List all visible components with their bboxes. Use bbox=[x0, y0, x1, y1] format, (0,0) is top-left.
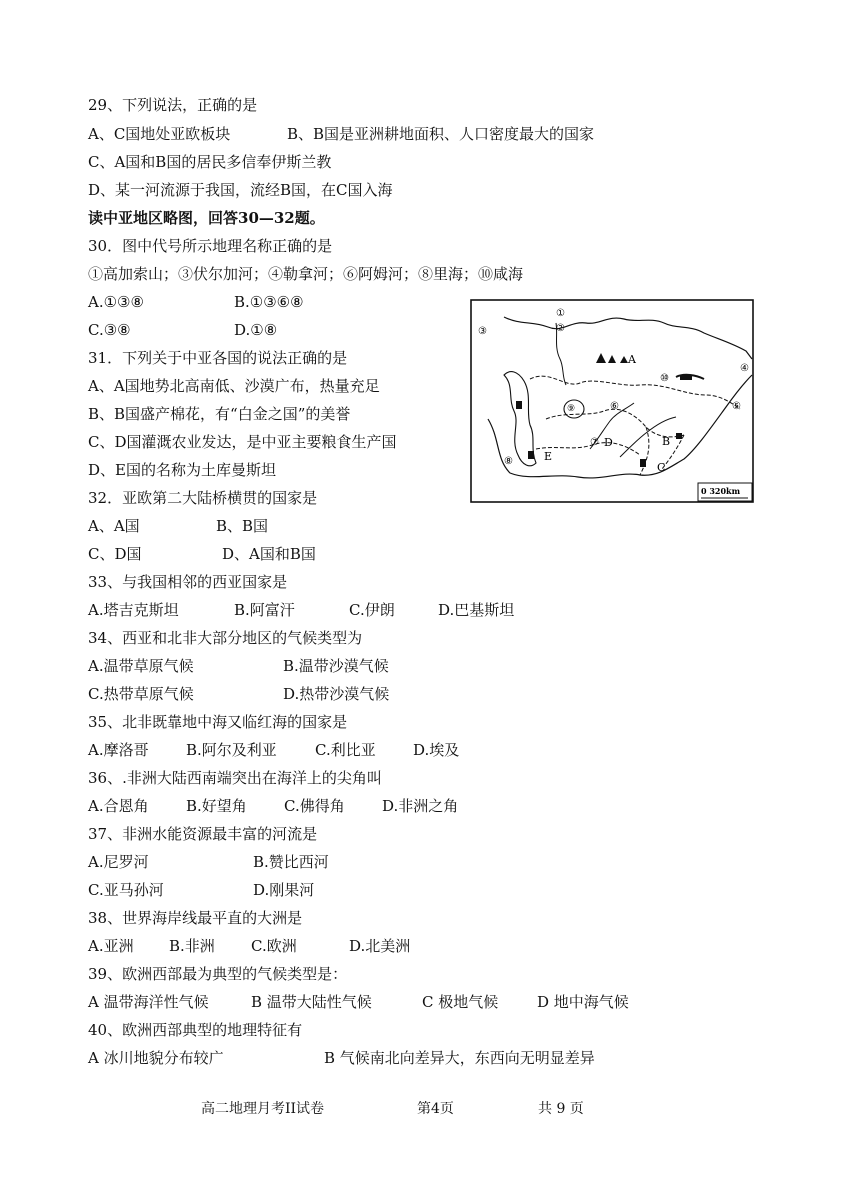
map-label-2: ② bbox=[556, 323, 565, 334]
map-letter-d: D bbox=[604, 436, 613, 449]
q38-option-d: D.北美洲 bbox=[349, 937, 411, 955]
q30-option-d: D.①⑧ bbox=[234, 321, 278, 339]
q33-option-d: D.巴基斯坦 bbox=[438, 601, 515, 619]
map-label-10: ⑩ bbox=[660, 373, 669, 384]
q37-stem: 37、非洲水能资源最丰富的河流是 bbox=[88, 825, 318, 843]
q30-option-b: B.①③⑥⑧ bbox=[234, 293, 304, 311]
q37-option-c: C.亚马孙河 bbox=[88, 881, 164, 899]
q39-stem: 39、欧洲西部最为典型的气候类型是： bbox=[88, 965, 348, 983]
q34-option-c: C.热带草原气候 bbox=[88, 685, 194, 703]
q29-option-b: B、B国是亚洲耕地面积、人口密度最大的国家 bbox=[287, 125, 595, 143]
q33-stem: 33、与我国相邻的西亚国家是 bbox=[88, 573, 288, 591]
map-label-8: ⑧ bbox=[504, 456, 513, 467]
q29-stem: 29、下列说法，正确的是 bbox=[88, 96, 258, 114]
city-marker bbox=[516, 401, 522, 409]
q35-stem: 35、北非既靠地中海又临红海的国家是 bbox=[88, 713, 348, 731]
q34-stem: 34、西亚和北非大部分地区的气候类型为 bbox=[88, 629, 363, 647]
map-label-3: ③ bbox=[478, 326, 487, 337]
q35-option-c: C.利比亚 bbox=[315, 741, 376, 759]
q32-option-c: C、D国 bbox=[88, 545, 142, 563]
q30-option-c: C.③⑧ bbox=[88, 321, 131, 339]
central-asia-map bbox=[470, 299, 754, 503]
footer-page: 第4页 bbox=[417, 1101, 454, 1117]
map-label-4: ④ bbox=[740, 363, 749, 374]
q38-option-c: C.欧洲 bbox=[251, 937, 297, 955]
map-letter-c: C bbox=[657, 461, 666, 474]
q39-option-b: B 温带大陆性气候 bbox=[251, 993, 372, 1011]
q29-option-a: A、C国地处亚欧板块 bbox=[88, 125, 231, 143]
city-marker bbox=[680, 375, 692, 380]
q29-option-c: C、A国和B国的居民多信奉伊斯兰教 bbox=[88, 153, 332, 171]
q29-option-d: D、某一河流源于我国，流经B国，在C国入海 bbox=[88, 181, 393, 199]
q40-option-b: B 气候南北向差异大，东西向无明显差异 bbox=[324, 1049, 595, 1067]
q32-option-b: B、B国 bbox=[216, 517, 269, 535]
q33-option-b: B.阿富汗 bbox=[234, 601, 295, 619]
q34-option-d: D.热带沙漠气候 bbox=[283, 685, 390, 703]
q31-option-d: D、E国的名称为土库曼斯坦 bbox=[88, 461, 276, 479]
q35-option-d: D.埃及 bbox=[413, 741, 460, 759]
q36-option-a: A.合恩角 bbox=[88, 797, 149, 815]
q39-option-c: C 极地气候 bbox=[422, 993, 499, 1011]
q31-option-c: C、D国灌溉农业发达，是中亚主要粮食生产国 bbox=[88, 433, 397, 451]
q38-option-b: B.非洲 bbox=[169, 937, 215, 955]
q34-option-b: B.温带沙漠气候 bbox=[283, 657, 389, 675]
q40-option-a: A 冰川地貌分布较广 bbox=[88, 1049, 224, 1067]
q32-option-a: A、A国 bbox=[88, 517, 140, 535]
q33-option-c: C.伊朗 bbox=[349, 601, 395, 619]
q33-option-a: A.塔吉克斯坦 bbox=[88, 601, 179, 619]
q31-stem: 31．下列关于中亚各国的说法正确的是 bbox=[88, 349, 348, 367]
q36-stem: 36、.非洲大陆西南端突出在海洋上的尖角叫 bbox=[88, 769, 382, 787]
q32-option-d: D、A国和B国 bbox=[222, 545, 316, 563]
q36-option-c: C.佛得角 bbox=[284, 797, 345, 815]
map-label-5: ⑤ bbox=[732, 401, 741, 412]
map-label-6: ⑥ bbox=[610, 401, 619, 412]
q30-names: ①高加索山；③伏尔加河；④勒拿河；⑥阿姆河；⑧里海；⑩咸海 bbox=[88, 265, 524, 283]
q39-option-d: D 地中海气候 bbox=[537, 993, 629, 1011]
map-scale-text: 0 320km bbox=[701, 486, 741, 496]
map-label-1: ① bbox=[556, 308, 565, 319]
map-label-9: ⑨ bbox=[567, 404, 576, 414]
q30-stem: 30．图中代号所示地理名称正确的是 bbox=[88, 237, 333, 255]
map-label-7: ⑦ bbox=[590, 437, 599, 448]
q32-stem: 32．亚欧第二大陆桥横贯的国家是 bbox=[88, 489, 318, 507]
q35-option-a: A.摩洛哥 bbox=[88, 741, 149, 759]
map-letter-b: B bbox=[662, 435, 671, 448]
city-marker bbox=[640, 459, 646, 467]
footer-total: 共 9 页 bbox=[538, 1101, 584, 1117]
map-letter-a: A bbox=[628, 353, 636, 366]
city-marker bbox=[676, 433, 682, 439]
q40-stem: 40、欧洲西部典型的地理特征有 bbox=[88, 1021, 303, 1039]
map-letter-e: E bbox=[544, 450, 553, 463]
q31-option-b: B、B国盛产棉花，有“白金之国”的美誉 bbox=[88, 405, 351, 423]
q37-option-b: B.赞比西河 bbox=[253, 853, 329, 871]
q35-option-b: B.阿尔及利亚 bbox=[186, 741, 277, 759]
map-instruction: 读中亚地区略图，回答30—32题。 bbox=[88, 209, 325, 227]
q31-option-a: A、A国地势北高南低、沙漠广布，热量充足 bbox=[88, 377, 380, 395]
q39-option-a: A 温带海洋性气候 bbox=[88, 993, 209, 1011]
q38-stem: 38、世界海岸线最平直的大洲是 bbox=[88, 909, 303, 927]
q36-option-d: D.非洲之角 bbox=[382, 797, 459, 815]
q38-option-a: A.亚洲 bbox=[88, 937, 134, 955]
q37-option-a: A.尼罗河 bbox=[88, 853, 149, 871]
footer-title: 高二地理月考II试卷 bbox=[201, 1101, 325, 1117]
q30-option-a: A.①③⑧ bbox=[88, 293, 144, 311]
q34-option-a: A.温带草原气候 bbox=[88, 657, 194, 675]
q36-option-b: B.好望角 bbox=[186, 797, 247, 815]
q37-option-d: D.刚果河 bbox=[253, 881, 315, 899]
city-marker bbox=[528, 451, 534, 459]
